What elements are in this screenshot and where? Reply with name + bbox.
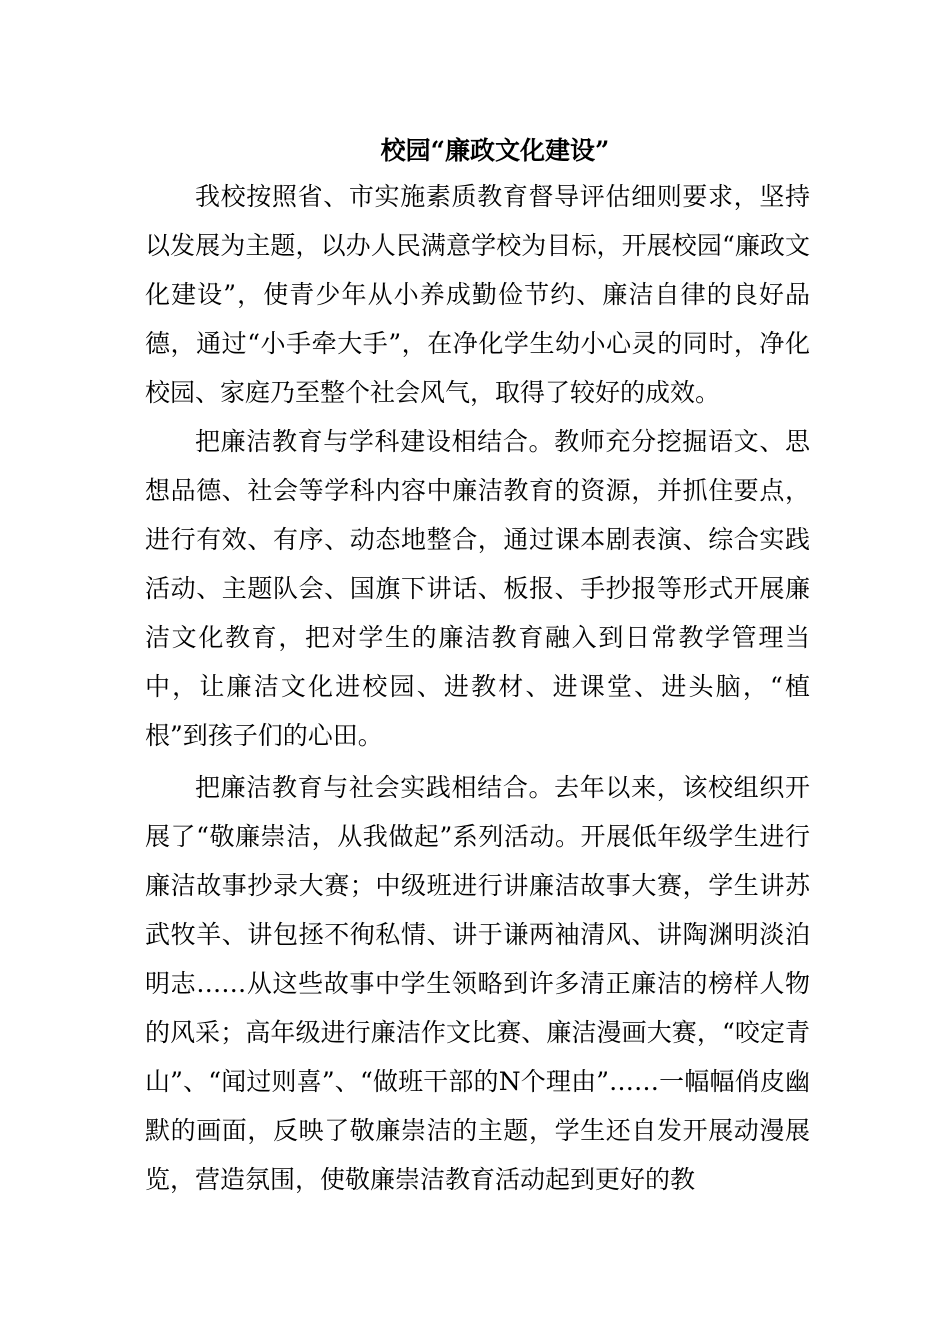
paragraph-social-practice: 把廉洁教育与社会实践相结合。去年以来，该校组织开展了“敬廉崇洁，从我做起”系列活动。开展低年级学生进行廉洁故事抄录大赛；中级班进行讲廉洁故事大赛，学生讲苏武牧羊、讲包拯不徇私情、讲于谦两袖清风、讲陶渊明淡泊明志……从这些故事中学生领略到许多清正廉洁的榜样人物的风采；高年级进行廉洁作文比赛、廉洁漫画大赛，“咬定青山”、“闻过则喜”、“做班干部的N个理由”……一幅幅俏皮幽默的画面，反映了敬廉崇洁的主题，学生还自发开展动漫展览，营造氛围，使敬廉崇洁教育活动起到更好的教 [145,773,810,1194]
paragraph-subject-integration: 把廉洁教育与学科建设相结合。教师充分挖掘语文、思想品德、社会等学科内容中廉洁教育的资源，并抓住要点，进行有效、有序、动态地整合，通过课本剧表演、综合实践活动、主题队会、国旗下讲话、板报、手抄报等形式开展廉洁文化教育，把对学生的廉洁教育融入到日常教学管理当中，让廉洁文化进校园、进教材、进课堂、进头脑，“植根”到孩子们的心田。 [145,427,810,750]
paragraph-intro: 我校按照省、市实施素质教育督导评估细则要求，坚持以发展为主题，以办人民满意学校为目标，开展校园“廉政文化建设”，使青少年从小养成勤俭节约、廉洁自律的良好品德，通过“小手牵大手”，在净化学生幼小心灵的同时，净化校园、家庭乃至整个社会风气，取得了较好的成效。 [145,182,810,407]
document-body [145,172,810,1204]
document-title: 校园“廉政文化建设” [380,136,610,165]
